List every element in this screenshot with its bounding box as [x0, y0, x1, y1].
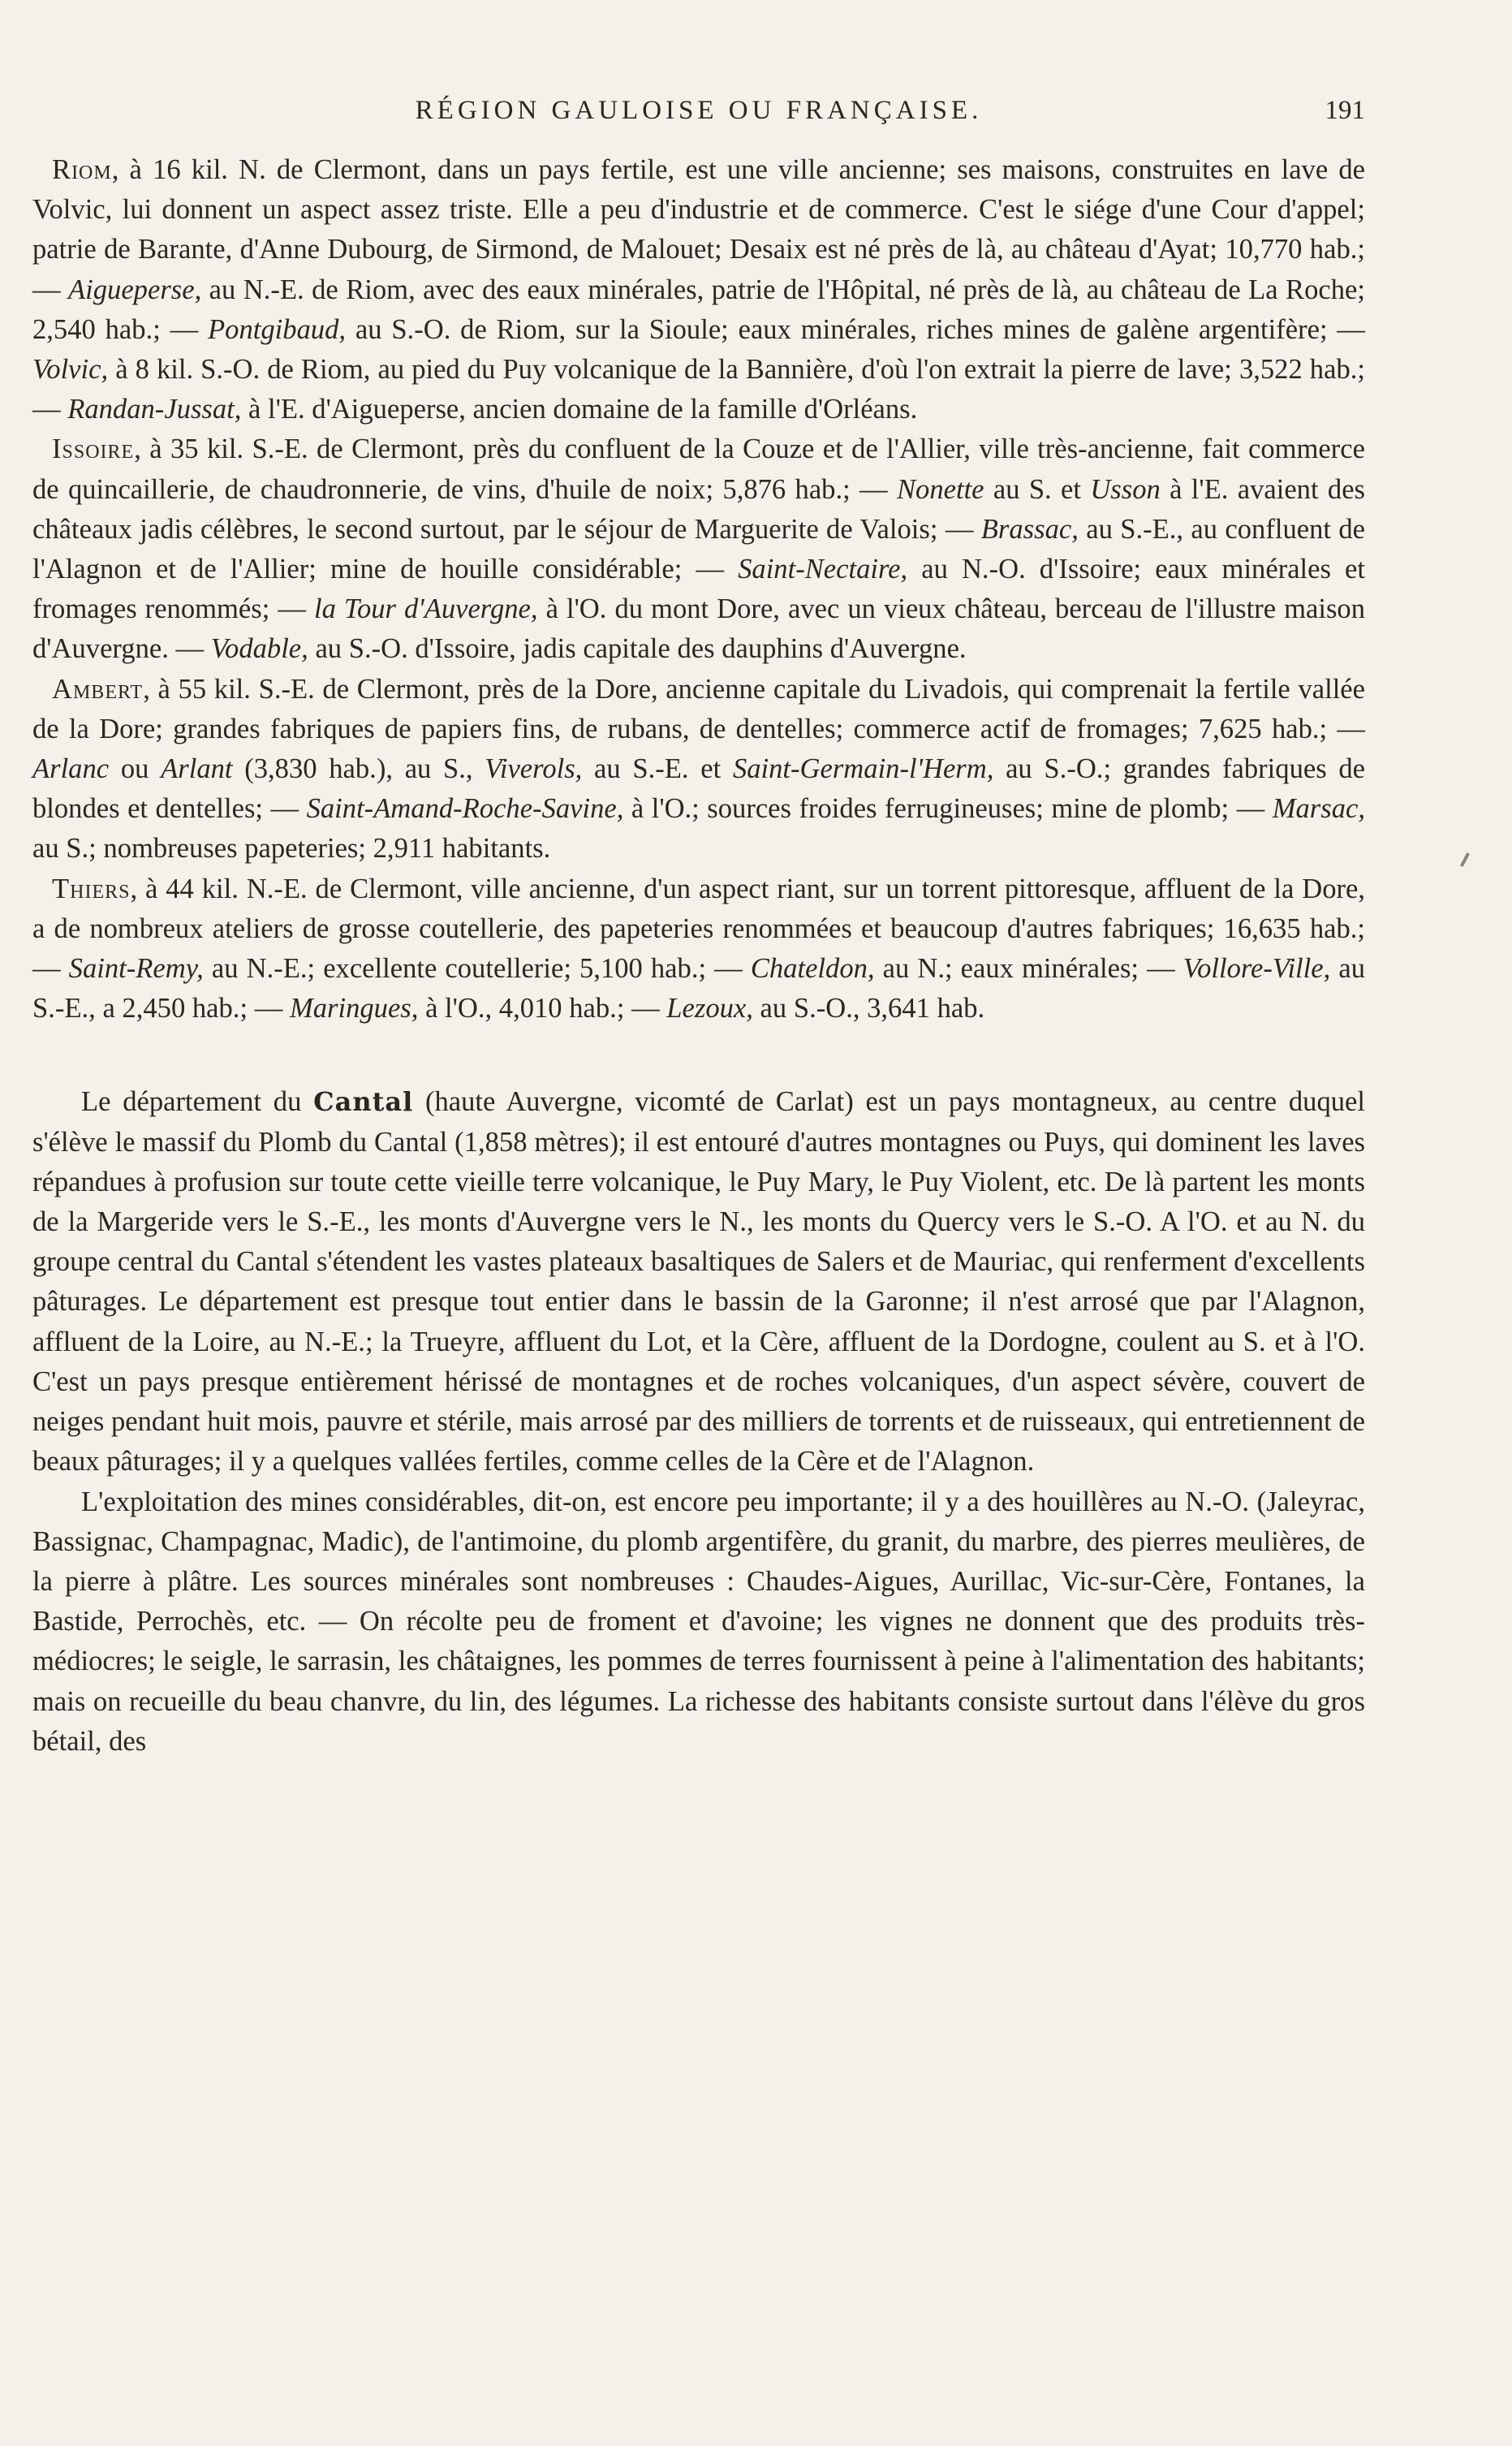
text-run: à l'O. du mont Dore, avec un vieux château, berceau de l'illustre maison d'Auvergne. —: [32, 593, 1366, 665]
paragraph-thiers: [32, 869, 1365, 1029]
place-name: Thiers: [52, 873, 131, 904]
place-name-italic: Saint-Germain-l'Herm,: [732, 753, 994, 785]
place-name-italic: Nonette: [896, 473, 984, 505]
paragraph-ambert: [32, 670, 1365, 869]
text-run: , à 55 kil. S.-E. de Clermont, près de la Dore, ancienne capitale du Livadois, qui comprenait la fertile vallée de la Dore; grandes fabriques de papiers fins, de rubans, de dentelles; commerce actif de fromages; 7,625 hab.; —: [32, 673, 1365, 744]
place-name-italic: la Tour d'Auvergne,: [313, 593, 538, 625]
running-title: RÉGION GAULOISE OU FRANÇAISE.: [415, 96, 983, 125]
text-run: , à 44 kil. N.-E. de Clermont, ville ancienne, d'un aspect riant, sur un torrent pittoresque, affluent de la Dore, a de nombreux ateliers de grosse coutellerie, des papeteries renommées et beaucoup d'autres fabriques; 16,635 hab.; —: [32, 873, 1365, 985]
place-name-italic: Arlanc: [32, 753, 110, 785]
text-run: Le département du: [81, 1086, 314, 1118]
page-number: 191: [1325, 96, 1365, 125]
text-run: au N.; eaux minérales; —: [874, 953, 1183, 985]
text-run: à l'E. d'Aigueperse, ancien domaine de la famille d'Orléans.: [241, 394, 918, 425]
text-run: au N.-E. de Riom, avec des eaux minérales, patrie de l'Hôpital, né près de là, au château de La Roche; 2,540 hab.; —: [32, 274, 1365, 345]
text-run: , à 35 kil. S.-E. de Clermont, près du confluent de la Couze et de l'Allier, ville très-ancienne, fait commerce de quincaillerie, de chaudronnerie, de vins, d'huile de noix; 5,876 hab.; —: [32, 434, 1365, 505]
place-name-italic: Maringues,: [289, 993, 419, 1025]
department-name: Cantal: [313, 1086, 414, 1118]
text-run: au S.; nombreuses papeteries; 2,911 habitants.: [32, 833, 551, 865]
place-name-italic: Vollore-Ville,: [1182, 953, 1331, 985]
text-run: au S.-E., a 2,450 hab.; —: [32, 953, 1365, 1025]
place-name-italic: Randan-Jussat,: [67, 394, 242, 425]
place-name-italic: Saint-Nectaire,: [738, 554, 908, 585]
place-name: Riom: [52, 154, 112, 185]
place-name-italic: Brassac,: [980, 513, 1079, 545]
text-run: au S. et: [984, 473, 1091, 505]
text-run: L'exploitation des mines considérables, dit-on, est encore peu importante; il y a des houillères au N.-O. (Jaleyrac, Bassignac, Champagnac, Madic), de l'antimoine, du plomb argentifère, du granit, du marbre, des pierres meulières, de la pierre à plâtre. Les sources minérales sont nombreuses : Chaudes-Aigues, Aurillac, Vic-sur-Cère, Fontanes, la Bastide, Perrochès, etc. — On récolte peu de froment et d'avoine; les vignes ne donnent que des produits très-médiocres; le seigle, le sarrasin, les châtaignes, les pommes de terres fournissent à peine à l'alimentation des habitants; mais on recueille du beau chanvre, du lin, des légumes. La richesse des habitants consiste surtout dans l'élève du gros bétail, des: [32, 1486, 1365, 1757]
place-name-italic: Lezoux,: [666, 993, 753, 1025]
paragraph-riom: [32, 150, 1365, 429]
place-name-italic: Saint-Amand-Roche-Savine,: [306, 793, 624, 825]
text-run: à 8 kil. S.-O. de Riom, au pied du Puy volcanique de la Bannière, d'où l'on extrait la pierre de lave; 3,522 hab.; —: [32, 354, 1365, 425]
section-gap: [32, 1029, 1365, 1082]
place-name-italic: Viverols,: [485, 753, 583, 785]
text-run: au S.-O. d'Issoire, jadis capitale des dauphins d'Auvergne.: [308, 633, 967, 665]
text-run: à l'O.; sources froides ferrugineuses; mine de plomb; —: [623, 793, 1273, 825]
paragraph-issoire: [32, 429, 1365, 669]
text-run: à l'O., 4,010 hab.; —: [418, 993, 667, 1025]
running-head: [32, 96, 1365, 136]
place-name-italic: Arlant: [161, 753, 233, 785]
place-name-italic: Usson: [1090, 473, 1161, 505]
paragraph-mines: [32, 1482, 1365, 1762]
paragraph-cantal: [32, 1082, 1365, 1482]
text-run: à l'E. avaient des châteaux jadis célèbres, le second surtout, par le séjour de Marguerite de Valois; —: [32, 473, 1365, 545]
place-name-italic: Saint-Remy,: [68, 953, 204, 985]
place-name-italic: Volvic,: [32, 354, 109, 386]
text-run: au N.-E.; excellente coutellerie; 5,100 hab.; —: [203, 953, 751, 985]
text-run: au S.-O.; grandes fabriques de blondes et dentelles; —: [32, 753, 1366, 825]
place-name-italic: Vodable,: [210, 633, 308, 665]
text-run: au S.-O., 3,641 hab.: [752, 993, 985, 1025]
text-run: au S.-E., au confluent de l'Alagnon et de l'Allier; mine de houille considérable; —: [32, 513, 1365, 585]
text-run: au N.-O. d'Issoire; eaux minérales et fromages renommés; —: [32, 554, 1366, 625]
text-run: ou: [109, 753, 162, 785]
place-name: Ambert: [52, 673, 144, 705]
text-run: (haute Auvergne, vicomté de Carlat) est un pays montagneux, au centre duquel s'élève le massif du Plomb du Cantal (1,858 mètres); il est entouré d'autres montagnes ou Puys, qui dominent les laves répandues à profusion sur toute cette vieille terre volcanique, le Puy Mary, le Puy Violent, etc. De là partent les monts de la Margeride vers le S.-E., les monts d'Auvergne vers le N., les monts du Quercy vers le S.-O. A l'O. et au N. du groupe central du Cantal s'étendent les vastes plateaux basaltiques de Salers et de Mauriac, qui renferment d'excellents pâturages. Le département est presque tout entier dans le bassin de la Garonne; il n'est arrosé que par l'Alagnon, affluent de la Loire, au N.-E.; la Trueyre, affluent du Lot, et la Cère, affluent de la Dordogne, coulent au S. et à l'O. C'est un pays presque entièrement hérissé de montagnes et de roches volcaniques, d'un aspect sévère, couvert de neiges pendant huit mois, pauvre et stérile, mais arrosé par des milliers de torrents et de ruisseaux, qui entretiennent de beaux pâturages; il y a quelques vallées fertiles, comme celles de la Cère et de l'Alagnon.: [32, 1086, 1365, 1478]
text-run: au S.-E. et: [582, 753, 733, 785]
text-run: au S.-O. de Riom, sur la Sioule; eaux minérales, riches mines de galène argentifère; —: [346, 313, 1365, 345]
text-run: (3,830 hab.), au S.,: [232, 753, 485, 785]
place-name: Issoire: [52, 434, 135, 465]
place-name-italic: Marsac,: [1272, 793, 1365, 825]
place-name-italic: Pontgibaud,: [208, 313, 347, 345]
margin-mark: [1460, 852, 1470, 867]
body-text: [32, 150, 1365, 1762]
text-run: , à 16 kil. N. de Clermont, dans un pays fertile, est une ville ancienne; ses maisons, construites en lave de Volvic, lui donnent un aspect assez triste. Elle a peu d'industrie et de commerce. C'est le siége d'une Cour d'appel; patrie de Barante, d'Anne Dubourg, de Sirmond, de Malouet; Desaix est né près de là, au château d'Ayat; 10,770 hab.; —: [32, 154, 1365, 305]
place-name-italic: Aigueperse,: [68, 274, 202, 305]
place-name-italic: Chateldon,: [750, 953, 875, 985]
